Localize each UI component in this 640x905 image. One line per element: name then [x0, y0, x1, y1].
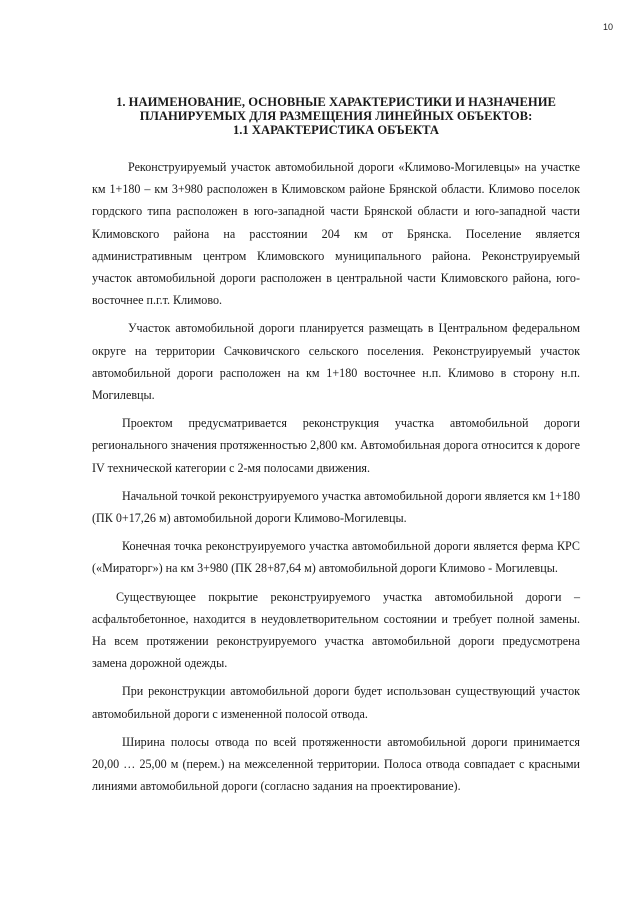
heading-line: 1.1 ХАРАКТЕРИСТИКА ОБЪЕКТА [232, 123, 440, 137]
heading-line: ПЛАНИРУЕМЫХ ДЛЯ РАЗМЕЩЕНИЯ ЛИНЕЙНЫХ ОБЪЕКТОВ: [139, 109, 533, 123]
paragraph: Ширина полосы отвода по всей протяженности автомобильной дороги принимается 20,00 … 25,00 м (перем.) на межселенной территории. Полоса отвода совпадает с красными линиями автомобильной дороги (согласно задания на проектирование). [92, 734, 580, 794]
body-text [92, 156, 580, 803]
paragraph: Реконструируемый участок автомобильной дороги «Климово-Могилевцы» на участке км 1+180 – км 3+980 расположен в Климовском районе Брянской области. Климово поселок гордского типа расположен в юго-западной части Брянской области и юго-западной части Климовского района на расстоянии 204 км от Брянска. Поселение является административным центром Климовского муниципального района. Реконструируемый участок автомобильной дороги расположен в центральной части Климовского района, юго-восточнее п.г.т. Климово. [92, 160, 580, 308]
paragraph: Участок автомобильной дороги планируется размещать в Центральном федеральном округе на территории Сачковичского сельского поселения. Реконструируемый участок автомобильной дороги расположен на км 1+180 восточнее н.п. Климово в сторону н.п. Могилевцы. [92, 321, 580, 403]
paragraph: При реконструкции автомобильной дороги будет использован существующий участок автомобильной дороги с измененной полосой отвода. [92, 684, 580, 721]
page-number: 10 [602, 22, 613, 32]
section-heading [92, 95, 580, 137]
paragraph: Начальной точкой реконструируемого участка автомобильной дороги является км 1+180 (ПК 0+17,26 м) автомобильной дороги Климово-Могилевцы. [92, 488, 580, 526]
paragraph: Существующее покрытие реконструируемого участка автомобильной дороги – асфальтобетонное, находится в неудовлетворительном состоянии и требует полной замены. На всем протяжении реконструируемого участка автомобильной дороги предусмотрена замена дорожной одежды. [92, 589, 580, 671]
paragraph: Конечная точка реконструируемого участка автомобильной дороги является ферма КРС («Мираторг») на км 3+980 (ПК 28+87,64 м) автомобильной дороги Климово - Могилевцы. [92, 539, 580, 576]
paragraph: Проектом предусматривается реконструкция участка автомобильной дороги регионального значения протяженностью 2,800 км. Автомобильная дорога относится к дороге IV технической категории с 2-мя полосами движения. [92, 416, 580, 475]
heading-line: 1. НАИМЕНОВАНИЕ, ОСНОВНЫЕ ХАРАКТЕРИСТИКИ И НАЗНАЧЕНИЕ [116, 95, 556, 109]
